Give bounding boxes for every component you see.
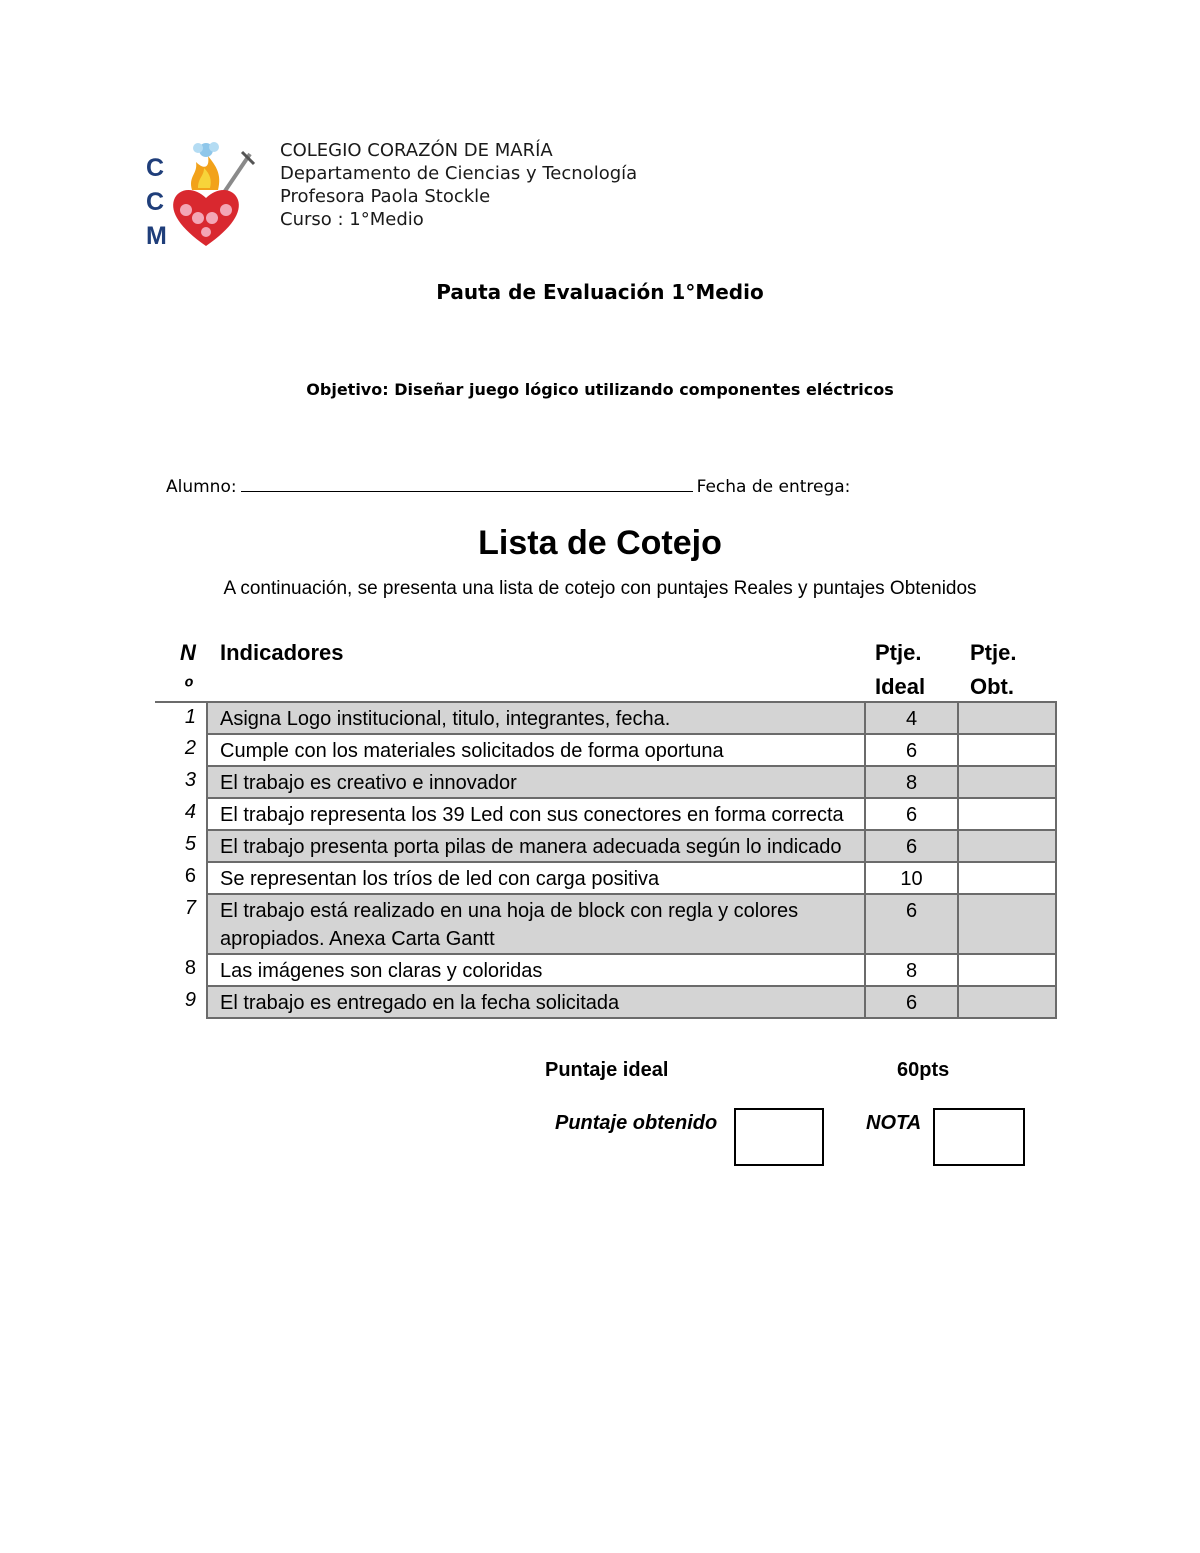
row-indicator: El trabajo representa los 39 Led con sus conectores en forma correcta	[207, 798, 865, 830]
department-name: Departamento de Ciencias y Tecnología	[280, 163, 638, 184]
checklist-title: Lista de Cotejo	[478, 524, 722, 562]
header-num-line2: º	[183, 674, 193, 699]
row-number: 7	[184, 897, 196, 919]
row-indicator: El trabajo es creativo e innovador	[207, 766, 865, 798]
table-row	[155, 986, 1056, 1018]
ideal-total-value: 60pts	[897, 1059, 950, 1081]
table-row	[155, 830, 1056, 862]
row-indicator: Se representan los tríos de led con carga positiva	[207, 862, 865, 894]
header-ideal	[875, 636, 925, 704]
row-number: 8	[184, 957, 196, 979]
table-row	[155, 894, 1056, 954]
due-date-label: Fecha de entrega:	[696, 477, 851, 497]
row-indicator: El trabajo está realizado en una hoja de block con regla y colores apropiados. Anexa Carta Gantt	[207, 894, 865, 954]
header-num-line1: N	[180, 640, 196, 665]
row-indicator: Cumple con los materiales solicitados de forma oportuna	[207, 734, 865, 766]
header-obtained	[970, 636, 1016, 704]
row-number: 5	[184, 833, 196, 855]
row-obtained-score[interactable]	[958, 862, 1056, 894]
row-ideal-score: 6	[865, 830, 958, 862]
table-row	[155, 954, 1056, 986]
table-row	[155, 798, 1056, 830]
row-indicator: El trabajo es entregado en la fecha solicitada	[207, 986, 865, 1018]
row-obtained-score[interactable]	[958, 894, 1056, 954]
header-indicators: Indicadores	[220, 640, 344, 665]
header-ideal-line1: Ptje.	[875, 640, 922, 665]
school-logo	[140, 138, 258, 250]
sacred-heart-icon	[140, 138, 258, 250]
header-ideal-line2: Ideal	[875, 674, 926, 699]
row-ideal-score: 4	[865, 702, 958, 734]
row-ideal-score: 6	[865, 734, 958, 766]
header-num	[178, 636, 198, 704]
grade-box[interactable]	[933, 1108, 1025, 1166]
row-ideal-score: 8	[865, 954, 958, 986]
obtained-score-box[interactable]	[734, 1108, 824, 1166]
row-indicator: El trabajo presenta porta pilas de manera adecuada según lo indicado	[207, 830, 865, 862]
table-row	[155, 734, 1056, 766]
checklist-subtitle: A continuación, se presenta una lista de cotejo con puntajes Reales y puntajes Obtenidos	[223, 578, 977, 599]
row-ideal-score: 6	[865, 986, 958, 1018]
row-number: 6	[184, 865, 196, 887]
row-number: 1	[155, 702, 207, 734]
school-header	[280, 139, 637, 231]
logo-letter-c1: C	[146, 154, 165, 182]
table-row	[155, 766, 1056, 798]
row-ideal-score: 6	[865, 894, 958, 954]
row-obtained-score[interactable]	[958, 702, 1056, 734]
logo-letter-c2: C	[146, 188, 165, 216]
row-number: 9	[184, 989, 196, 1011]
school-name: COLEGIO CORAZÓN DE MARÍA	[280, 140, 553, 161]
table-row	[155, 702, 1056, 734]
row-obtained-score[interactable]	[958, 798, 1056, 830]
obtained-score-label: Puntaje obtenido	[555, 1112, 718, 1134]
row-number: 4	[184, 801, 196, 823]
row-number: 2	[184, 737, 196, 759]
row-indicator: Las imágenes son claras y coloridas	[207, 954, 865, 986]
row-ideal-score: 8	[865, 766, 958, 798]
row-obtained-score[interactable]	[958, 830, 1056, 862]
teacher-name: Profesora Paola Stockle	[280, 186, 491, 207]
row-ideal-score: 10	[865, 862, 958, 894]
course-name: Curso : 1°Medio	[280, 209, 424, 230]
row-number: 3	[184, 769, 196, 791]
student-name-blank[interactable]	[241, 473, 693, 492]
row-obtained-score[interactable]	[958, 766, 1056, 798]
student-line	[166, 473, 850, 497]
row-ideal-score: 6	[865, 798, 958, 830]
page-title: Pauta de Evaluación 1°Medio	[436, 280, 764, 304]
grade-label: NOTA	[866, 1112, 922, 1134]
objective: Objetivo: Diseñar juego lógico utilizando componentes eléctricos	[306, 380, 894, 399]
ideal-total-label: Puntaje ideal	[545, 1059, 669, 1081]
table-row	[155, 862, 1056, 894]
header-obtained-line2: Obt.	[970, 674, 1014, 699]
row-obtained-score[interactable]	[958, 986, 1056, 1018]
checklist-table	[155, 701, 1057, 1019]
student-label: Alumno:	[166, 477, 237, 497]
logo-letter-m: M	[146, 222, 167, 250]
header-obtained-line1: Ptje.	[970, 640, 1017, 665]
row-indicator: Asigna Logo institucional, titulo, integrantes, fecha.	[207, 702, 865, 734]
row-obtained-score[interactable]	[958, 954, 1056, 986]
row-obtained-score[interactable]	[958, 734, 1056, 766]
